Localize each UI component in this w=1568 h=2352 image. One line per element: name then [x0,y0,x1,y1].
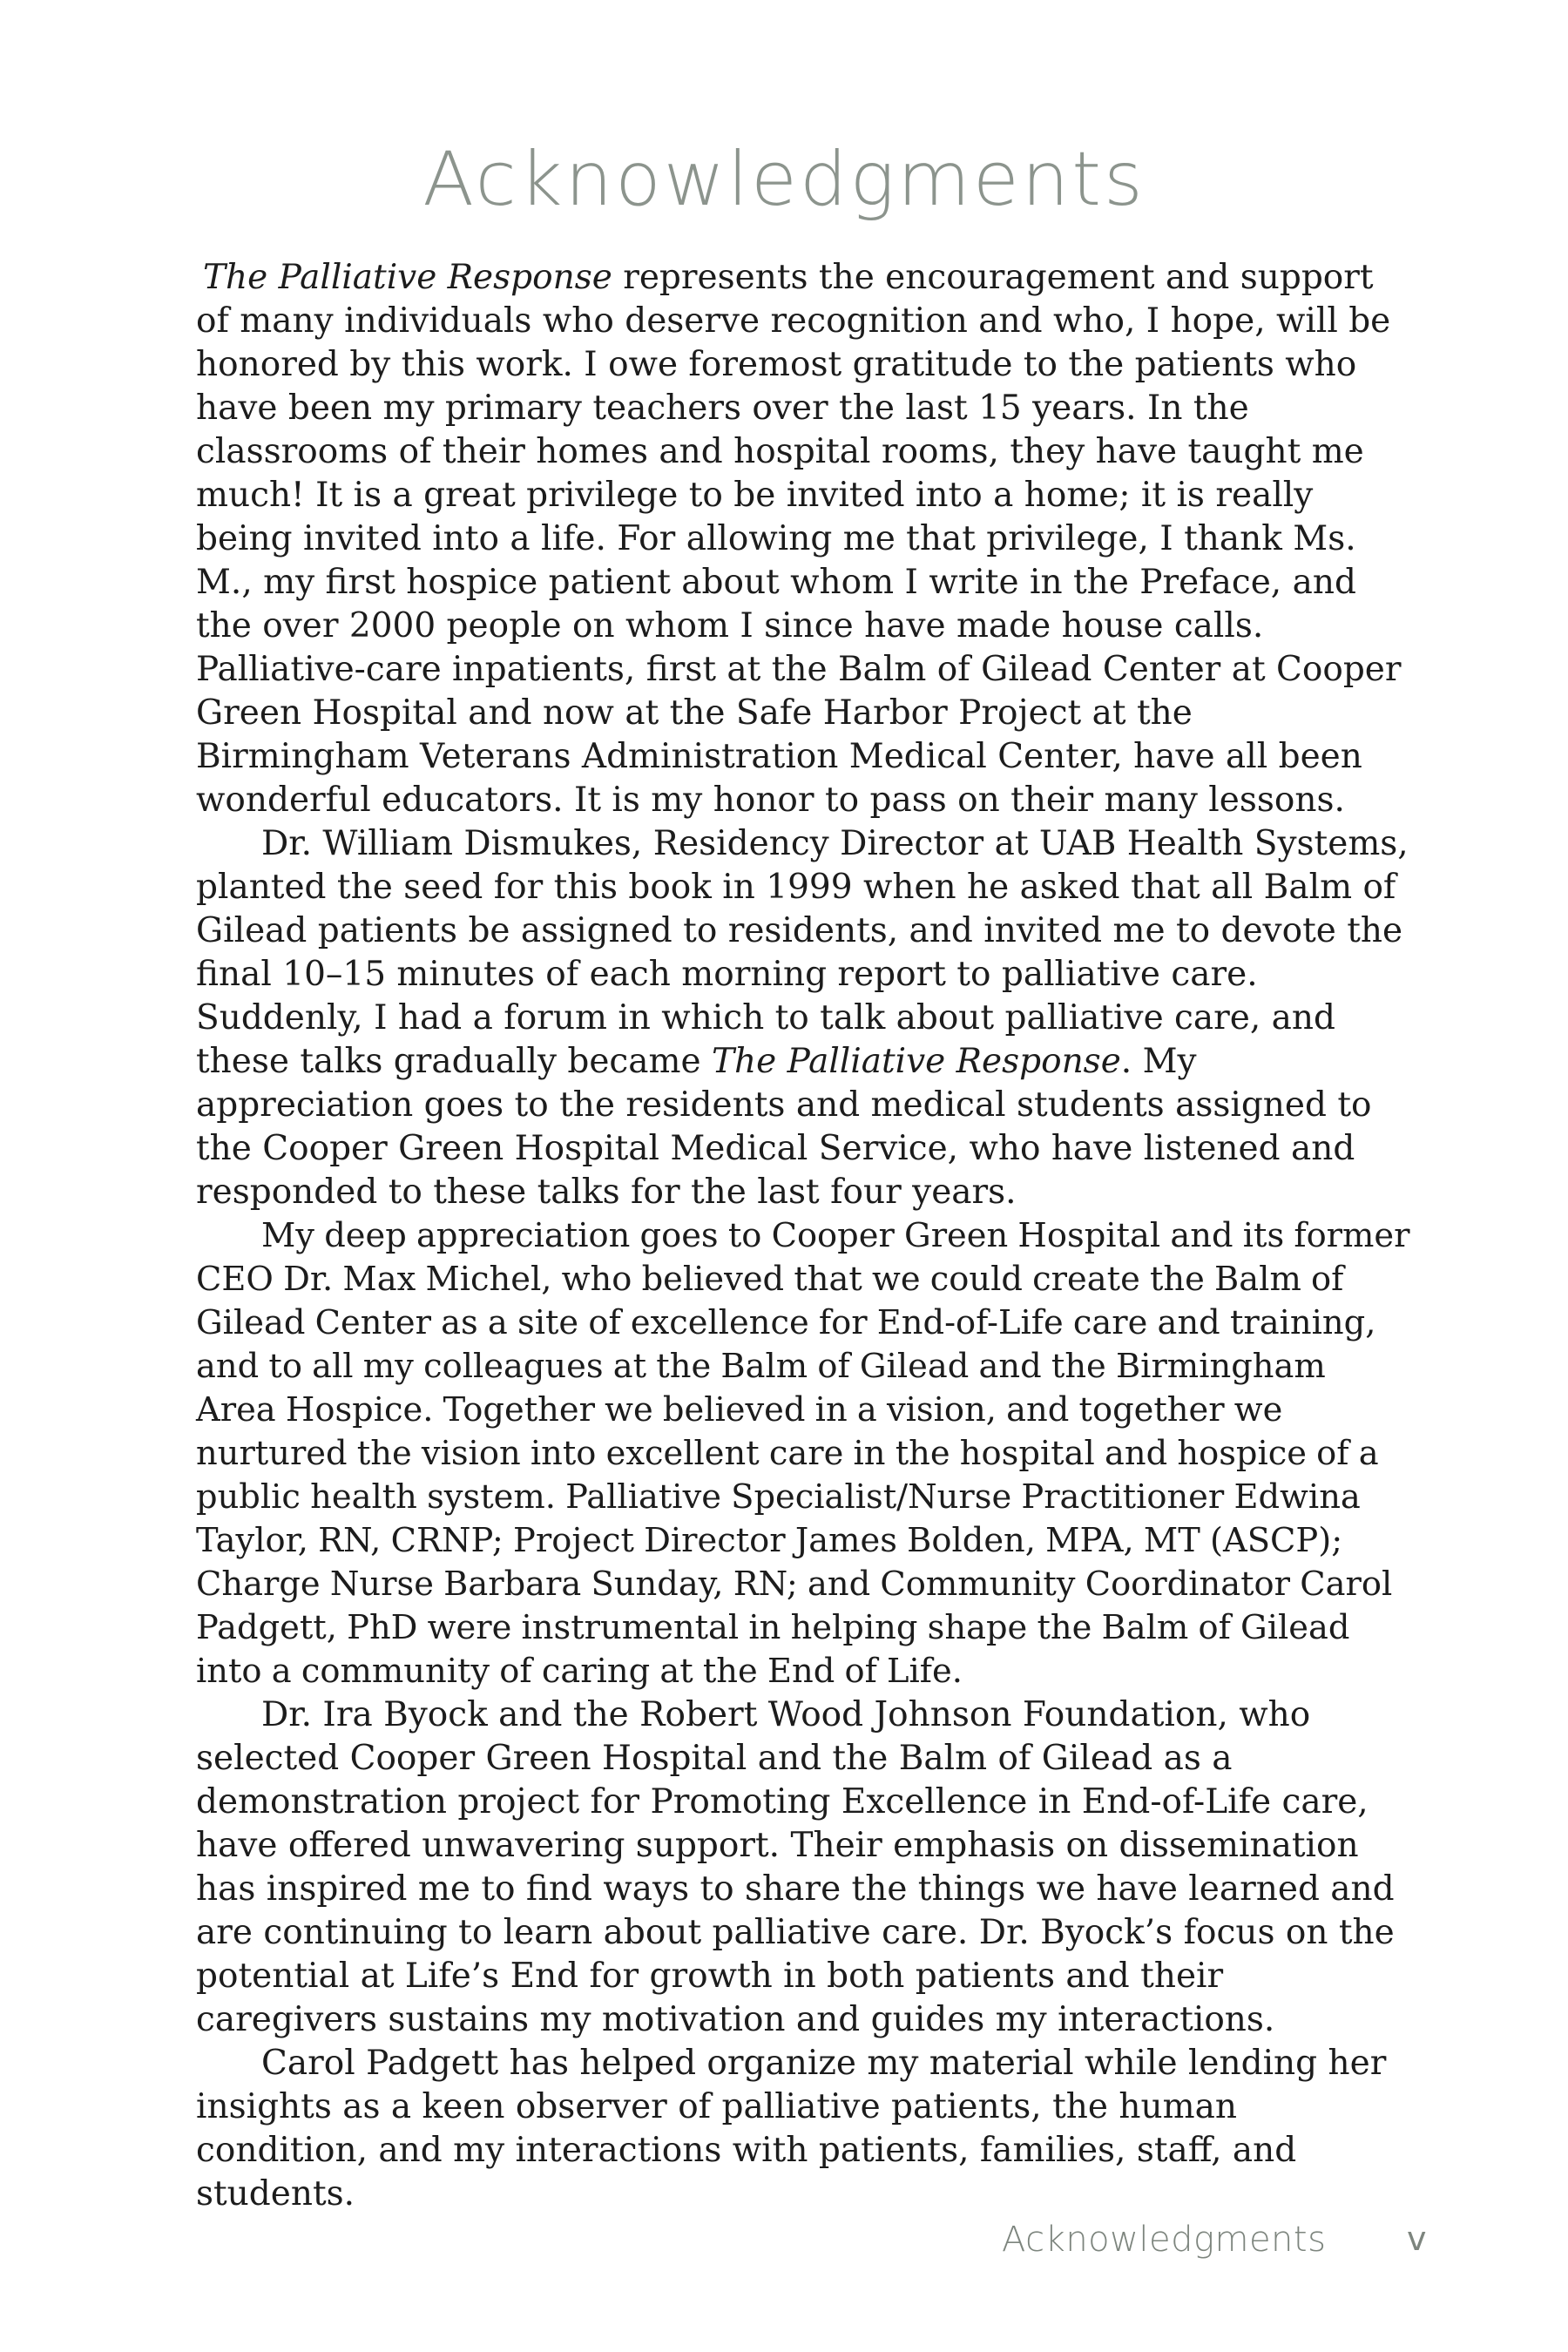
page-title: Acknowledgments [422,135,1146,223]
book-title-italic: The Palliative Response [711,1042,1121,1081]
paragraph-2-text-after: . My appreciation goes to the residents and medical students assigned to the Cooper Green Hospital Medical Service, who have listened and responded to these talks for the last four years. [196,1042,1372,1212]
paragraph-2 [196,822,1411,1214]
paragraph-4: Dr. Ira Byock and the Robert Wood Johnson Foundation, who selected Cooper Green Hospital and the Balm of Gilead as a demonstration project for Promoting Excellence in End-of-Life care, have offered unwavering support. Their emphasis on dissemination has inspired me to find ways to share the things we have learned and are continuing to learn about palliative care. Dr. Byock’s focus on the potential at Life’s End for growth in both patients and their caregivers sustains my motivation and guides my interactions. [196,1695,1395,2039]
running-footer-title: Acknowledgments [1002,2220,1327,2260]
paragraph-2-text-before: Dr. William Dismukes, Residency Director at UAB Health Systems, planted the seed for this book in 1999 when he asked that all Balm of Gilead patients be assigned to residents, and invited me to devote the final 10–15 minutes of each morning report to palliative care. Suddenly, I had a forum in which to talk about palliative care, and these talks gradually became [196,824,1409,1081]
paragraph-5: Carol Padgett has helped organize my material while lending her insights as a keen observer of palliative patients, the human condition, and my interactions with patients, families, staff, and students. [196,2044,1387,2213]
paragraph-1-text: represents the encouragement and support of many individuals who deserve recognition and who, I hope, will be honored by this work. I owe foremost gratitude to the patients who have been my primary teachers over the last 15 years. In the classrooms of their homes and hospital rooms, they have taught me much! It is a great privilege to be invited into a home; it is really being invited into a life. For allowing me that privilege, I thank Ms. M., my first hospice patient about whom I write in the Preface, and the over 2000 people on whom I since have made house calls. Palliative-care inpatients, first at the Balm of Gilead Center at Cooper Green Hospital and now at the Safe Harbor Project at the Birmingham Veterans Administration Medical Center, have all been wonderful educators. It is my honor to pass on their many lessons. [196,258,1402,820]
paragraph-1 [196,256,1411,822]
book-title-italic: The Palliative Response [203,258,612,297]
body-text [196,256,1411,2216]
paragraph-3: My deep appreciation goes to Cooper Green Hospital and its former CEO Dr. Max Michel, who believed that we could create the Balm of Gilead Center as a site of excellence for End-of-Life care and training, and to all my colleagues at the Balm of Gilead and the Birmingham Area Hospice. Together we believed in a vision, and together we nurtured the vision into excellent care in the hospital and hospice of a public health system. Palliative Specialist/Nurse Practitioner Edwina Taylor, RN, CRNP; Project Director James Bolden, MPA, MT (ASCP); Charge Nurse Barbara Sunday, RN; and Community Coordinator Carol Padgett, PhD were instrumental in helping shape the Balm of Gilead into a community of caring at the End of Life. [196,1216,1410,1691]
page-number: v [1407,2220,1427,2258]
